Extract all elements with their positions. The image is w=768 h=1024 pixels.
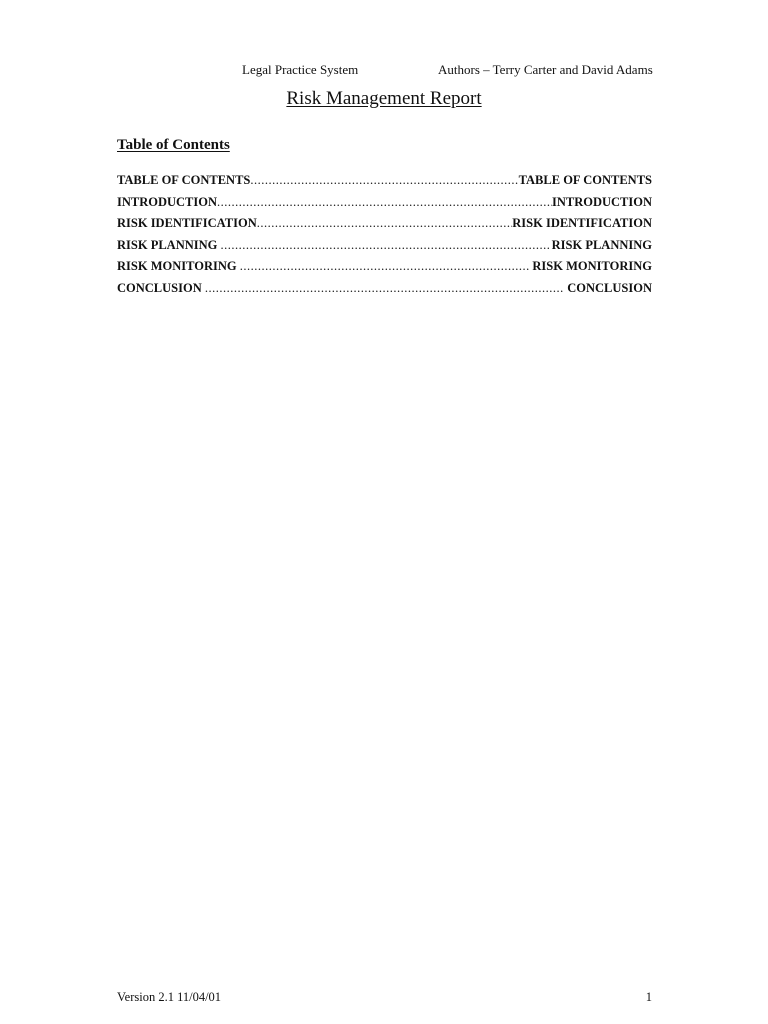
toc-entry-title: RISK PLANNING	[117, 237, 221, 252]
toc-entry-risk-planning[interactable]	[117, 238, 652, 260]
footer-page-number: 1	[645, 990, 652, 1004]
toc-dot-leader	[240, 259, 530, 274]
page-title: Risk Management Report	[286, 88, 482, 109]
toc-entry-ref: RISK MONITORING	[529, 259, 652, 274]
toc-dot-leader	[250, 173, 518, 188]
footer-version: Version 2.1 11/04/01	[117, 990, 222, 1004]
toc-entry-conclusion[interactable]	[117, 281, 652, 303]
toc-dot-leader	[205, 281, 564, 296]
toc-entry-risk-monitoring[interactable]	[117, 259, 652, 281]
toc-dot-leader	[221, 238, 549, 253]
toc-entry-title: RISK IDENTIFICATION	[117, 216, 257, 231]
toc-entry-ref: CONCLUSION	[564, 280, 652, 295]
toc-heading: Table of Contents	[117, 137, 230, 153]
toc-entry-ref: TABLE OF CONTENTS	[518, 173, 652, 187]
toc-entry-title: CONCLUSION	[117, 280, 205, 295]
table-of-contents	[117, 173, 652, 303]
toc-entry-title: INTRODUCTION	[117, 194, 218, 209]
toc-entry-ref: INTRODUCTION	[551, 194, 652, 209]
toc-dot-leader	[257, 216, 513, 231]
toc-entry-title: RISK MONITORING	[117, 259, 240, 274]
toc-entry-title: TABLE OF CONTENTS	[117, 173, 251, 187]
toc-entry-introduction[interactable]	[117, 195, 652, 217]
toc-dot-leader	[217, 195, 552, 210]
toc-entry-ref: RISK PLANNING	[548, 237, 652, 252]
toc-entry-table-of-contents[interactable]	[117, 173, 652, 195]
header-system-name: Legal Practice System	[242, 62, 359, 77]
toc-entry-ref: RISK IDENTIFICATION	[512, 216, 652, 231]
header-authors: Authors – Terry Carter and David Adams	[438, 62, 653, 77]
toc-entry-risk-identification[interactable]	[117, 216, 652, 238]
